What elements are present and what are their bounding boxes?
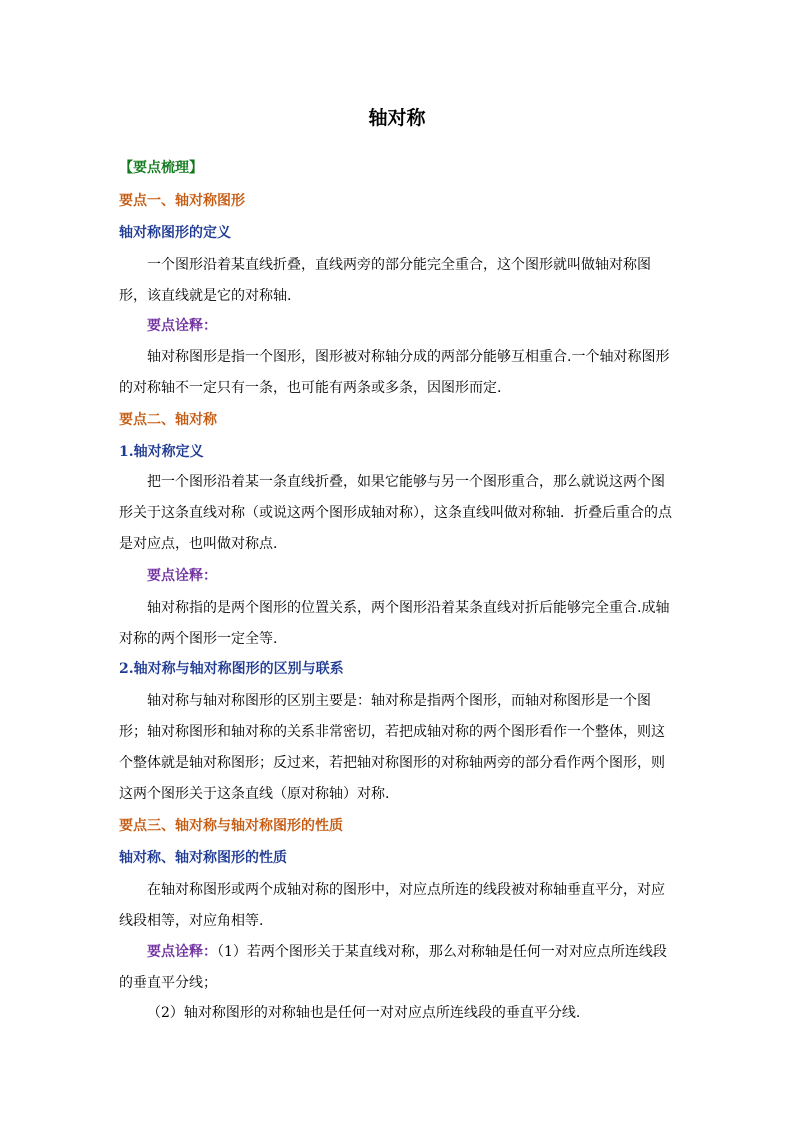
point1-subheading: 轴对称图形的定义 — [119, 225, 231, 241]
point3-note — [119, 937, 675, 999]
point3-heading: 要点三、轴对称与轴对称图形的性质 — [119, 818, 343, 834]
point1-note-text: 轴对称图形是指一个图形，图形被对称轴分成的两部分能够互相重合.一个轴对称图形的对称轴不一定只有一条，也可能有两条或多条，因图形而定. — [119, 349, 670, 396]
point3-paragraph: 在轴对称图形或两个成轴对称的图形中，对应点所连的线段被对称轴垂直平分，对应线段相等，对应角相等. — [119, 882, 665, 929]
point3-note-text: （1）若两个图形关于某直线对称，那么对称轴是任何一对对应点所连线段的垂直平分线； — [119, 944, 667, 991]
page-title: 轴对称 — [368, 107, 426, 129]
point2-note-label: 要点诠释： — [147, 568, 217, 584]
point2-note-text: 轴对称指的是两个图形的位置关系，两个图形沿着某条直线对折后能够完全重合.成轴对称的两个图形一定全等. — [119, 600, 670, 647]
point1-note-label: 要点诠释： — [147, 318, 217, 334]
point2-subheading-1: 1.轴对称定义 — [119, 444, 204, 460]
section-heading: 【要点梳理】 — [119, 160, 203, 176]
point3-note-label: 要点诠释： — [147, 944, 217, 960]
point3-item-2: （2）轴对称图形的对称轴也是任何一对对应点所连线段的垂直平分线. — [147, 1005, 581, 1021]
point2-paragraph-1: 把一个图形沿着某一条直线折叠，如果它能够与另一个图形重合，那么就说这两个图形关于这条直线对称（或说这两个图形成轴对称），这条直线叫做对称轴．折叠后重合的点是对应点，也叫做对称点. — [119, 474, 672, 552]
point2-heading: 要点二、轴对称 — [119, 412, 217, 428]
point3-subheading: 轴对称、轴对称图形的性质 — [119, 850, 287, 866]
point1-heading: 要点一、轴对称图形 — [119, 193, 245, 209]
point2-paragraph-2: 轴对称与轴对称图形的区别主要是：轴对称是指两个图形，而轴对称图形是一个图形；轴对称图形和轴对称的关系非常密切，若把成轴对称的两个图形看作一个整体，则这个整体就是轴对称图形；反过来，若把轴对称图形的对称轴两旁的部分看作两个图形，则这两个图形关于这条直线（原对称轴）对称. — [119, 693, 665, 802]
point2-subheading-2: 2.轴对称与轴对称图形的区别与联系 — [119, 661, 344, 677]
point1-paragraph: 一个图形沿着某直线折叠，直线两旁的部分能完全重合，这个图形就叫做轴对称图形，该直线就是它的对称轴. — [119, 257, 651, 304]
